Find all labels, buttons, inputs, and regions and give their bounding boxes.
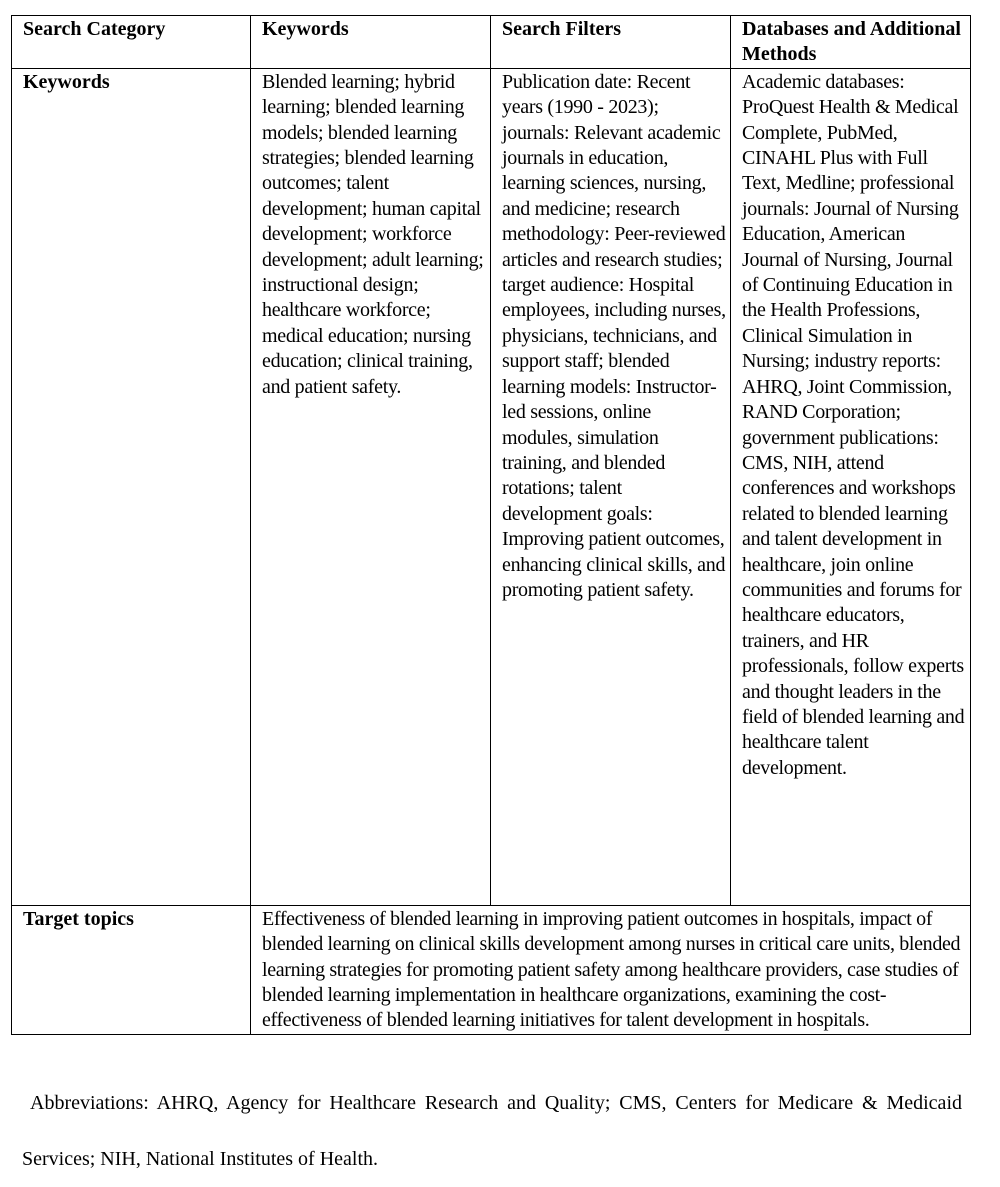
table-body <box>12 68 971 1034</box>
row-category: Target topics <box>12 905 251 1034</box>
row-category: Keywords <box>12 68 251 905</box>
header-keywords: Keywords <box>251 16 491 69</box>
header-search-filters: Search Filters <box>491 16 731 69</box>
keywords-cell: Blended learning; hybrid learning; blended learning models; blended learning strategies; blended learning outcomes; talent development; human capital development; workforce development; adult learning; instructional design; healthcare workforce; medical education; nursing education; clinical training, and patient safety. <box>251 68 491 905</box>
databases-cell: Academic databases: ProQuest Health & Medical Complete, PubMed, CINAHL Plus with Full Text, Medline; professional journals: Journal of Nursing Education, American Journal of Nursing, Journal of Continuing Education in the Health Professions, Clinical Simulation in Nursing; industry reports: AHRQ, Joint Commission, RAND Corporation; government publications: CMS, NIH, attend conferences and workshops related to blended learning and talent development in healthcare, join online communities and forums for healthcare educators, trainers, and HR professionals, follow experts and thought leaders in the field of blended learning and healthcare talent development. <box>731 68 971 905</box>
filters-cell: Publication date: Recent years (1990 - 2023); journals: Relevant academic journals in education, learning sciences, nursing, and medicine; research methodology: Peer-reviewed articles and research studies; target audience: Hospital employees, including nurses, physicians, technicians, and support staff; blended learning models: Instructor-led sessions, online modules, simulation training, and blended rotations; talent development goals: Improving patient outcomes, enhancing clinical skills, and promoting patient safety. <box>491 68 731 905</box>
table-header <box>12 16 971 69</box>
abbreviations-note: Abbreviations: AHRQ, Agency for Healthcare Research and Quality; CMS, Centers for Medicare & Medicaid Services; NIH, National Institutes of Health. <box>22 1092 962 1170</box>
header-search-category: Search Category <box>12 16 251 69</box>
table-row <box>12 905 971 1034</box>
search-strategy-table <box>11 15 971 1035</box>
header-row <box>12 16 971 69</box>
target-topics-cell: Effectiveness of blended learning in improving patient outcomes in hospitals, impact of blended learning on clinical skills development among nurses in critical care units, blended learning strategies for promoting patient safety among healthcare providers, case studies of blended learning implementation in healthcare organizations, examining the cost-effectiveness of blended learning initiatives for talent development in hospitals. <box>251 905 971 1034</box>
header-databases: Databases and Additional Methods <box>731 16 971 69</box>
table-row <box>12 68 971 905</box>
